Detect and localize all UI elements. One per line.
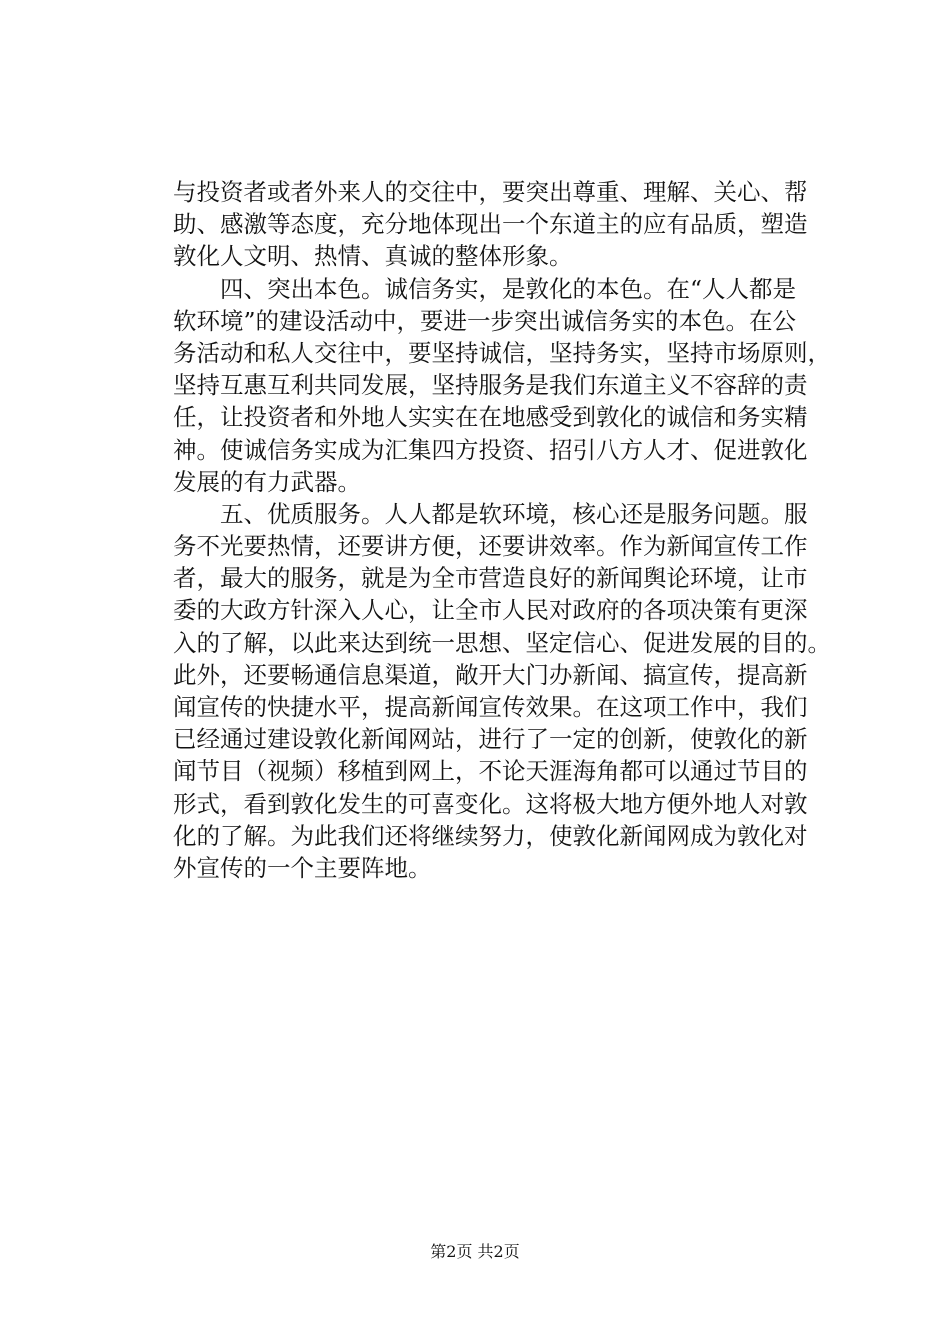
text-line-22: 外宣传的一个主要阵地。 bbox=[173, 853, 432, 882]
text-line-19: 闻节目（视频）移植到网上，不论天涯海角都可以通过节目的 bbox=[173, 757, 808, 786]
text-line-12: 务不光要热情，还要讲方便，还要讲效率。作为新闻宣传工作 bbox=[173, 532, 808, 561]
text-line-17: 闻宣传的快捷水平，提高新闻宣传效果。在这项工作中，我们 bbox=[173, 693, 808, 721]
document-body bbox=[173, 176, 831, 884]
text-line-7: 坚持互惠互利共同发展，坚持服务是我们东道主义不容辞的责 bbox=[173, 371, 808, 400]
text-line-11: 五、优质服务。人人都是软环境，核心还是服务问题。服 bbox=[173, 499, 808, 528]
text-line-4: 四、突出本色。诚信务实，是敦化的本色。在“人人都是 bbox=[173, 274, 797, 303]
text-line-2: 助、感激等态度，充分地体现出一个东道主的应有品质，塑造 bbox=[173, 210, 808, 239]
text-line-10: 发展的有力武器。 bbox=[173, 467, 361, 496]
text-line-18: 已经通过建设敦化新闻网站，进行了一定的创新，使敦化的新 bbox=[173, 725, 808, 754]
text-line-1: 与投资者或者外来人的交往中，要突出尊重、理解、关心、帮 bbox=[173, 178, 808, 206]
text-line-15: 入的了解，以此来达到统一思想、坚定信心、促进发展的目的。 bbox=[173, 628, 831, 657]
text-line-8: 任，让投资者和外地人实实在在地感受到敦化的诚信和务实精 bbox=[173, 403, 808, 432]
text-line-5: 软环境”的建设活动中，要进一步突出诚信务实的本色。在公 bbox=[173, 306, 797, 335]
text-line-20: 形式，看到敦化发生的可喜变化。这将极大地方便外地人对敦 bbox=[173, 789, 808, 818]
text-line-9: 神。使诚信务实成为汇集四方投资、招引八方人才、促进敦化 bbox=[173, 435, 808, 464]
text-line-3: 敦化人文明、热情、真诚的整体形象。 bbox=[173, 242, 573, 271]
text-line-6: 务活动和私人交往中，要坚持诚信，坚持务实，坚持市场原则， bbox=[173, 338, 831, 367]
text-line-21: 化的了解。为此我们还将继续努力，使敦化新闻网成为敦化对 bbox=[173, 821, 808, 850]
text-line-16: 此外，还要畅通信息渠道，敞开大门办新闻、搞宣传，提高新 bbox=[173, 660, 808, 689]
text-line-14: 委的大政方针深入人心，让全市人民对政府的各项决策有更深 bbox=[173, 596, 808, 625]
page-number-footer: 第2页 共2页 bbox=[430, 1242, 520, 1261]
text-line-13: 者，最大的服务，就是为全市营造良好的新闻舆论环境，让市 bbox=[173, 564, 808, 593]
